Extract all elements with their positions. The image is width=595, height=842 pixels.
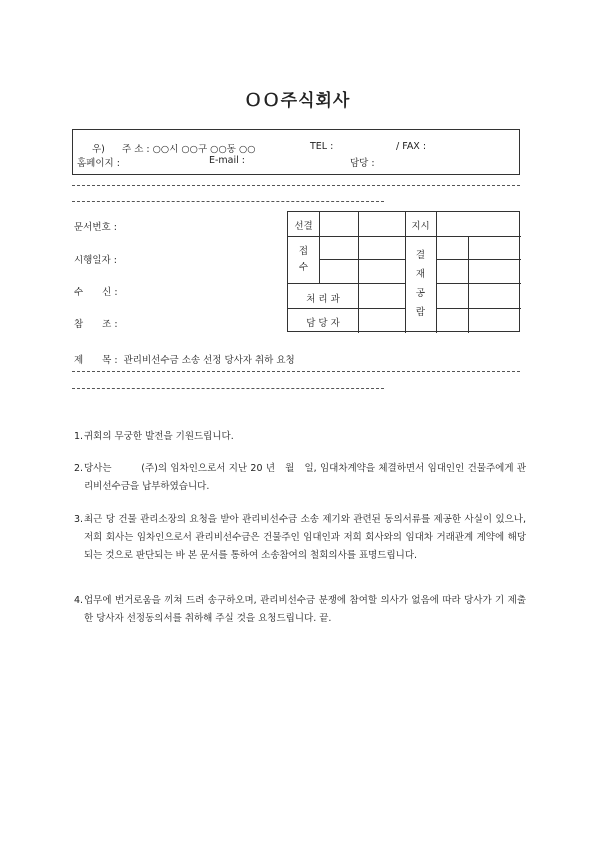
tel-label: TEL :: [310, 141, 334, 152]
seongyeol-label: 선결: [294, 221, 313, 232]
paragraph: 3. 최근 당 건물 관리소장의 요청을 받아 관리비선수금 소송 제기와 관련된 동의서류를 제공한 사실이 있으나, 저희 회사는 임차인으로서 관리비선수금은 건물주인 임대인과 저희 회사와의 임대차 거래관계 계약에 해당되는 것으로 판단되는 바 본 문서를 통하여 소송참여의 철회의사를 표명드립니다.: [74, 514, 526, 561]
gyeoljae-gongram-label: 결 재 공 람: [415, 250, 426, 318]
address-label: 주 소 : ○○시 ○○구 ○○동 ○○: [122, 144, 256, 155]
paragraph: 4. 업무에 번거로움을 끼쳐 드려 송구하오며, 관리비선수금 분쟁에 참여할 의사가 없음에 따라 당사가 기 제출한 당사자 선정동의서를 취하해 주실 것을 요청드립니다. 끝.: [74, 595, 526, 624]
reference-label: 참 조 :: [74, 319, 118, 330]
paragraph: 2. 당사는 (주)의 임차인으로서 지난 20 년 월 일, 임대차계약을 체결하면서 임대인인 건물주에게 관리비선수금을 납부하였습니다.: [74, 463, 526, 492]
jisi-label: 지시: [411, 221, 430, 232]
manager-label: 담 당 자: [306, 318, 340, 329]
recipient-label: 수 신 :: [74, 287, 118, 298]
paragraph: 1. 귀회의 무궁한 발전을 기원드립니다.: [74, 431, 234, 442]
company-info-box: [72, 129, 520, 175]
doc-number-label: 문서번호 :: [74, 222, 117, 233]
divider: [72, 371, 520, 372]
approval-table: [287, 211, 520, 332]
postal-code-label: 우): [92, 144, 105, 155]
manager-label: 담당 :: [350, 158, 375, 169]
company-title: ＯＯ주식회사: [244, 91, 351, 111]
date-label: 시행일자 :: [74, 255, 117, 266]
fax-label: / FAX :: [396, 141, 427, 152]
divider: [72, 201, 384, 202]
divider: [72, 185, 520, 186]
divider: [72, 388, 384, 389]
jeopsu-label: 접 수: [298, 246, 309, 273]
processing-dept-label: 처 리 과: [306, 294, 340, 305]
email-label: E-mail :: [209, 155, 246, 166]
subject-line: 제 목 : 관리비선수금 소송 선정 당사자 취하 요청: [74, 355, 295, 366]
homepage-label: 홈페이지 :: [77, 158, 120, 169]
